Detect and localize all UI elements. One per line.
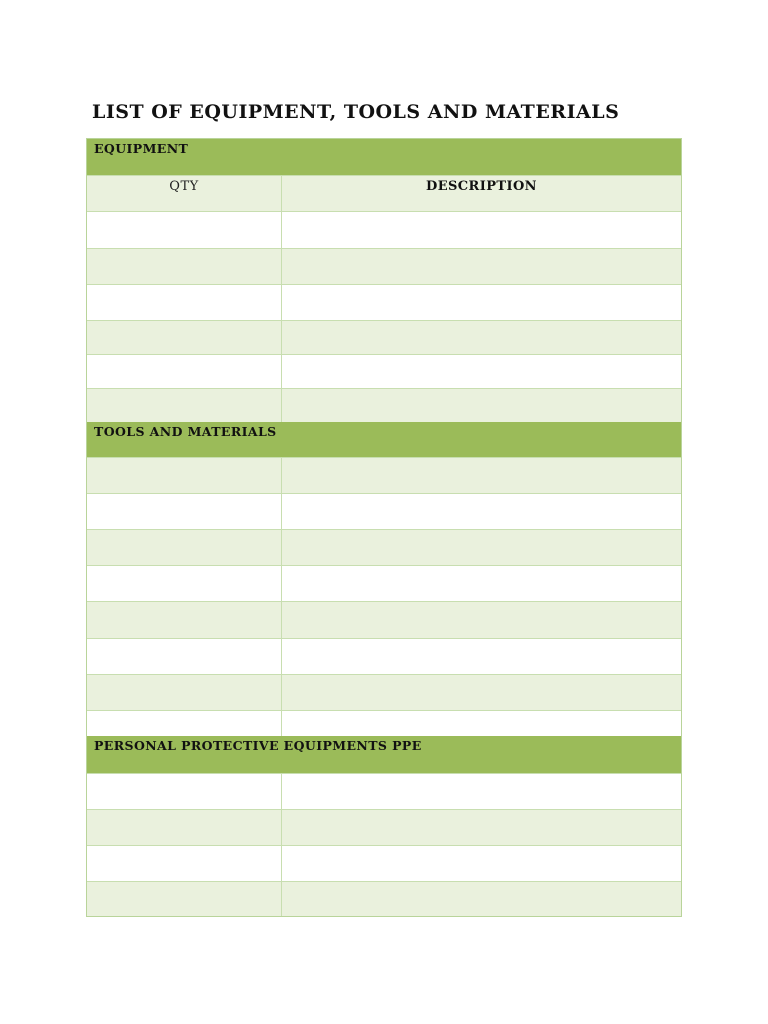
table-row[interactable] <box>87 881 681 916</box>
table-row[interactable] <box>87 354 681 388</box>
table-row[interactable] <box>87 674 681 710</box>
description-cell[interactable] <box>282 639 681 674</box>
table-row[interactable] <box>87 457 681 493</box>
table-row[interactable] <box>87 710 681 736</box>
table-row[interactable] <box>87 320 681 354</box>
description-column-header: DESCRIPTION <box>426 179 537 194</box>
description-cell[interactable] <box>282 530 681 565</box>
table-row[interactable] <box>87 773 681 809</box>
description-cell[interactable] <box>282 810 681 845</box>
qty-cell[interactable] <box>87 639 282 674</box>
qty-cell[interactable] <box>87 566 282 601</box>
description-cell[interactable] <box>282 212 681 248</box>
qty-cell[interactable] <box>87 602 282 638</box>
description-cell[interactable] <box>282 774 681 809</box>
qty-cell[interactable] <box>87 774 282 809</box>
description-cell[interactable] <box>282 389 681 422</box>
description-cell[interactable] <box>282 321 681 354</box>
description-cell[interactable] <box>282 494 681 529</box>
equipment-tools-table <box>86 138 682 917</box>
section-header-ppe <box>87 736 681 773</box>
table-row[interactable] <box>87 248 681 284</box>
qty-column-header: QTY <box>87 176 282 211</box>
table-row[interactable] <box>87 565 681 601</box>
table-row[interactable] <box>87 388 681 422</box>
table-row[interactable] <box>87 211 681 248</box>
qty-cell[interactable] <box>87 846 282 881</box>
qty-cell[interactable] <box>87 212 282 248</box>
section-label-tools: TOOLS AND MATERIALS <box>94 424 277 439</box>
qty-cell[interactable] <box>87 249 282 284</box>
section-header-equipment <box>87 139 681 175</box>
qty-cell[interactable] <box>87 711 282 736</box>
section-label-ppe: PERSONAL PROTECTIVE EQUIPMENTS PPE <box>94 738 422 753</box>
description-cell[interactable] <box>282 846 681 881</box>
description-cell[interactable] <box>282 882 681 916</box>
qty-cell[interactable] <box>87 810 282 845</box>
description-cell[interactable] <box>282 249 681 284</box>
description-cell[interactable] <box>282 355 681 388</box>
qty-cell[interactable] <box>87 389 282 422</box>
table-row[interactable] <box>87 845 681 881</box>
qty-cell[interactable] <box>87 675 282 710</box>
table-row[interactable] <box>87 601 681 638</box>
qty-cell[interactable] <box>87 458 282 493</box>
description-cell[interactable] <box>282 711 681 736</box>
qty-cell[interactable] <box>87 530 282 565</box>
qty-cell[interactable] <box>87 285 282 320</box>
section-label-equipment: EQUIPMENT <box>94 141 189 156</box>
table-row[interactable] <box>87 493 681 529</box>
description-cell[interactable] <box>282 285 681 320</box>
section-header-tools <box>87 422 681 457</box>
column-header-row <box>87 175 681 211</box>
table-row[interactable] <box>87 638 681 674</box>
description-cell[interactable] <box>282 602 681 638</box>
description-cell[interactable] <box>282 675 681 710</box>
page-title: LIST OF EQUIPMENT, TOOLS AND MATERIALS <box>92 101 620 123</box>
qty-cell[interactable] <box>87 494 282 529</box>
qty-cell[interactable] <box>87 355 282 388</box>
table-row[interactable] <box>87 809 681 845</box>
table-row[interactable] <box>87 529 681 565</box>
description-cell[interactable] <box>282 458 681 493</box>
qty-cell[interactable] <box>87 321 282 354</box>
qty-cell[interactable] <box>87 882 282 916</box>
description-cell[interactable] <box>282 566 681 601</box>
table-row[interactable] <box>87 284 681 320</box>
